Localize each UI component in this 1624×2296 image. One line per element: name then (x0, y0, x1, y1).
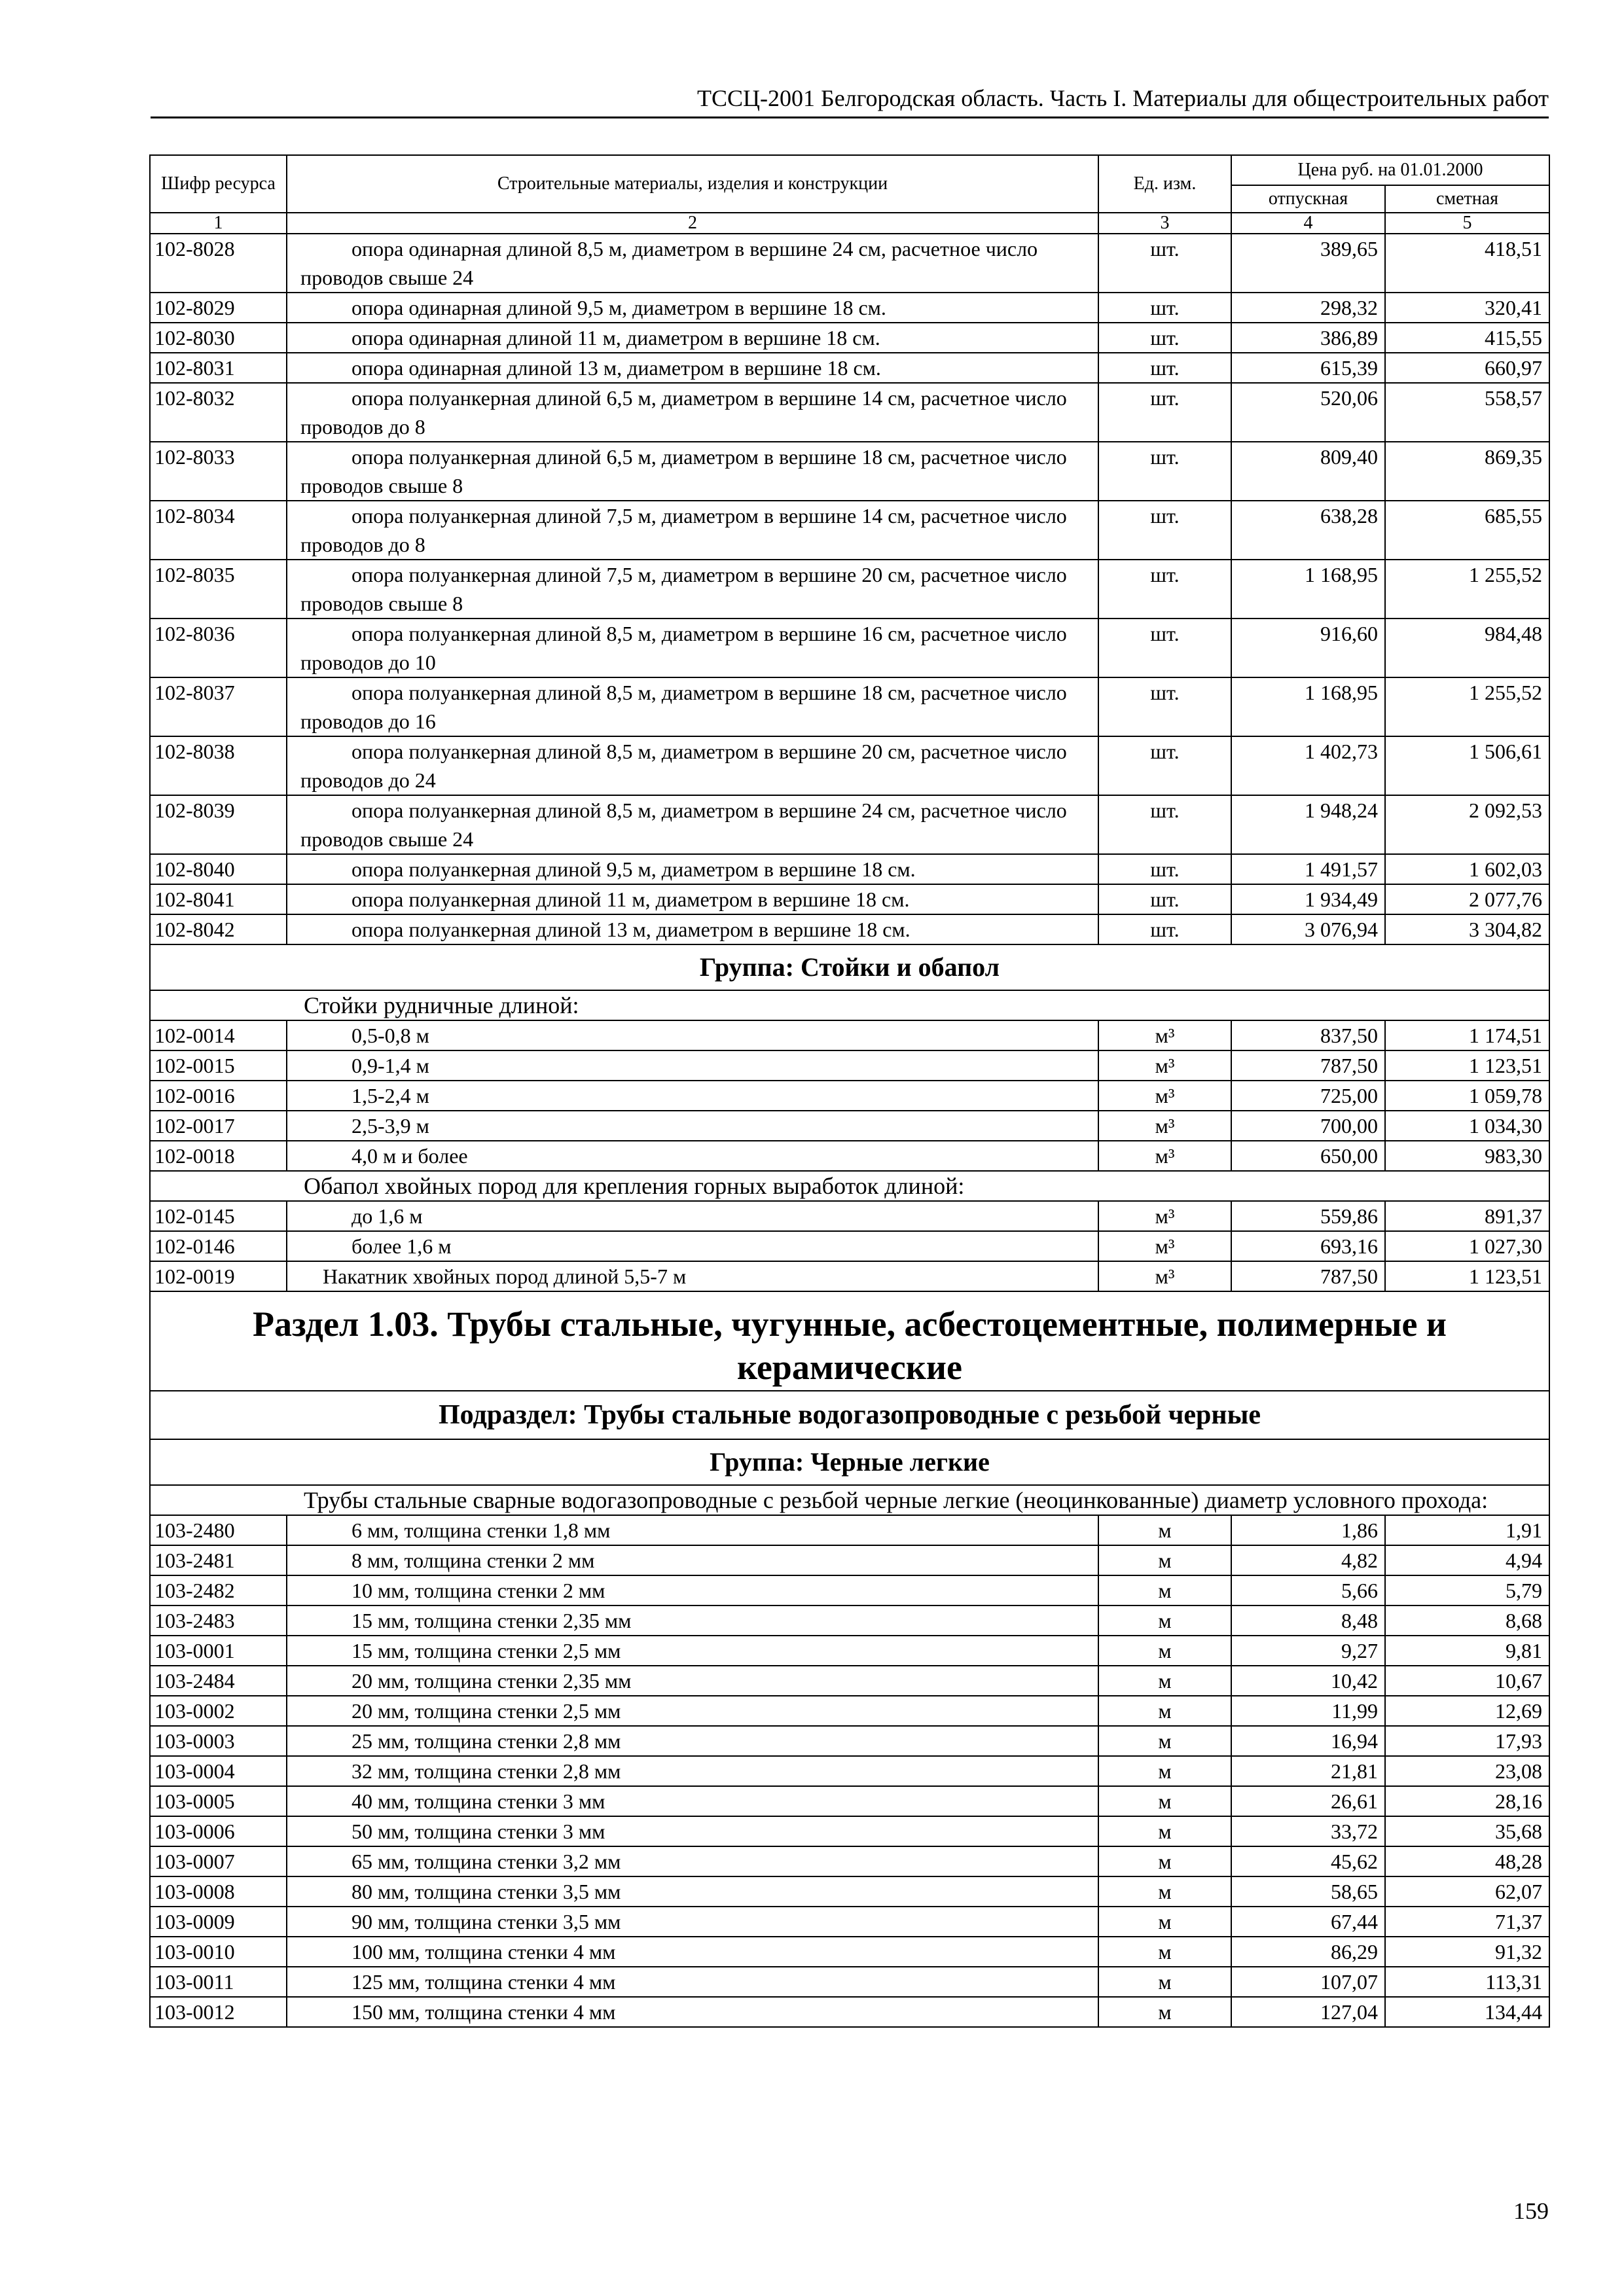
table-row (150, 1020, 1549, 1050)
release-price: 67,44 (1231, 1907, 1385, 1937)
estimate-price: 1 027,30 (1385, 1231, 1549, 1261)
release-price: 650,00 (1231, 1141, 1385, 1171)
resource-code: 102-8037 (150, 677, 287, 736)
group-heading-row (150, 944, 1549, 990)
material-name: опора полуанкерная длиной 7,5 м, диаметром в вершине 14 см, расчетное число проводов до 8 (287, 501, 1098, 560)
unit-of-measure: м (1098, 1816, 1231, 1846)
column-number: 2 (287, 213, 1098, 234)
estimate-price: 71,37 (1385, 1907, 1549, 1937)
table-row (150, 442, 1549, 501)
release-price: 916,60 (1231, 619, 1385, 677)
estimate-price: 62,07 (1385, 1876, 1549, 1907)
material-name: опора одинарная длиной 9,5 м, диаметром в вершине 18 см. (287, 293, 1098, 323)
estimate-price: 134,44 (1385, 1997, 1549, 2027)
release-price: 16,94 (1231, 1726, 1385, 1756)
material-name: опора полуанкерная длиной 9,5 м, диаметром в вершине 18 см. (287, 854, 1098, 884)
unit-of-measure: м (1098, 1726, 1231, 1756)
unit-of-measure: шт. (1098, 560, 1231, 619)
estimate-price: 1 123,51 (1385, 1050, 1549, 1081)
group-heading: Группа: Черные легкие (150, 1439, 1549, 1485)
resource-code: 103-0003 (150, 1726, 287, 1756)
material-name: опора одинарная длиной 11 м, диаметром в вершине 18 см. (287, 323, 1098, 353)
estimate-price: 9,81 (1385, 1636, 1549, 1666)
material-name: 20 мм, толщина стенки 2,5 мм (287, 1696, 1098, 1726)
table-row (150, 1756, 1549, 1786)
table-row (150, 1111, 1549, 1141)
material-name: опора полуанкерная длиной 8,5 м, диаметром в вершине 16 см, расчетное число проводов до 10 (287, 619, 1098, 677)
table-row (150, 501, 1549, 560)
release-price: 700,00 (1231, 1111, 1385, 1141)
table-row (150, 1141, 1549, 1171)
material-name: 0,9-1,4 м (287, 1050, 1098, 1081)
estimate-price: 1 059,78 (1385, 1081, 1549, 1111)
table-row (150, 1786, 1549, 1816)
material-name: 20 мм, толщина стенки 2,35 мм (287, 1666, 1098, 1696)
unit-of-measure: шт. (1098, 501, 1231, 560)
unit-of-measure: м (1098, 1515, 1231, 1545)
table-row (150, 1907, 1549, 1937)
table-row (150, 1515, 1549, 1545)
unit-of-measure: шт. (1098, 854, 1231, 884)
resource-code: 103-0002 (150, 1696, 287, 1726)
table-row (150, 1816, 1549, 1846)
material-name: 8 мм, толщина стенки 2 мм (287, 1545, 1098, 1575)
material-name: более 1,6 м (287, 1231, 1098, 1261)
header-unit: Ед. изм. (1098, 155, 1231, 213)
release-price: 10,42 (1231, 1666, 1385, 1696)
unit-of-measure: м (1098, 1666, 1231, 1696)
table-row (150, 677, 1549, 736)
estimate-price: 113,31 (1385, 1967, 1549, 1997)
header-code: Шифр ресурса (150, 155, 287, 213)
group-heading: Группа: Стойки и обапол (150, 944, 1549, 990)
estimate-price: 1 255,52 (1385, 560, 1549, 619)
group-heading-row (150, 1439, 1549, 1485)
table-row (150, 1666, 1549, 1696)
estimate-price: 1 123,51 (1385, 1261, 1549, 1291)
material-name: опора одинарная длиной 8,5 м, диаметром в вершине 24 см, расчетное число проводов свыше 24 (287, 234, 1098, 293)
table-row (150, 795, 1549, 854)
unit-of-measure: шт. (1098, 353, 1231, 383)
unit-of-measure: м³ (1098, 1231, 1231, 1261)
unit-of-measure: м (1098, 1997, 1231, 2027)
estimate-price: 28,16 (1385, 1786, 1549, 1816)
material-name: опора полуанкерная длиной 6,5 м, диаметром в вершине 18 см, расчетное число проводов свыше 8 (287, 442, 1098, 501)
estimate-price: 685,55 (1385, 501, 1549, 560)
release-price: 693,16 (1231, 1231, 1385, 1261)
release-price: 559,86 (1231, 1201, 1385, 1231)
release-price: 386,89 (1231, 323, 1385, 353)
table-header-row (150, 155, 1549, 185)
material-name: 15 мм, толщина стенки 2,5 мм (287, 1636, 1098, 1666)
material-name: 0,5-0,8 м (287, 1020, 1098, 1050)
estimate-price: 35,68 (1385, 1816, 1549, 1846)
estimate-price: 558,57 (1385, 383, 1549, 442)
table-row (150, 1050, 1549, 1081)
estimate-price: 1 602,03 (1385, 854, 1549, 884)
release-price: 1 402,73 (1231, 736, 1385, 795)
header-estimate-price: сметная (1385, 185, 1549, 213)
unit-of-measure: м³ (1098, 1141, 1231, 1171)
material-name: 40 мм, толщина стенки 3 мм (287, 1786, 1098, 1816)
release-price: 809,40 (1231, 442, 1385, 501)
estimate-price: 5,79 (1385, 1575, 1549, 1605)
table-row (150, 736, 1549, 795)
release-price: 520,06 (1231, 383, 1385, 442)
table-row (150, 1696, 1549, 1726)
resource-code: 103-0010 (150, 1937, 287, 1967)
material-name: 10 мм, толщина стенки 2 мм (287, 1575, 1098, 1605)
running-header: ТССЦ-2001 Белгородская область. Часть I. Материалы для общестроительных работ (697, 85, 1549, 111)
table-row (150, 1846, 1549, 1876)
estimate-price: 418,51 (1385, 234, 1549, 293)
resource-code: 102-0017 (150, 1111, 287, 1141)
page-number: 159 (1513, 2198, 1549, 2224)
table-row (150, 383, 1549, 442)
estimate-price: 984,48 (1385, 619, 1549, 677)
unit-of-measure: шт. (1098, 442, 1231, 501)
table-row (150, 1937, 1549, 1967)
unit-of-measure: м (1098, 1756, 1231, 1786)
release-price: 787,50 (1231, 1050, 1385, 1081)
unit-of-measure: шт. (1098, 736, 1231, 795)
estimate-price: 48,28 (1385, 1846, 1549, 1876)
table-row (150, 884, 1549, 914)
resource-code: 103-0006 (150, 1816, 287, 1846)
release-price: 9,27 (1231, 1636, 1385, 1666)
subgroup-label-row (150, 990, 1549, 1020)
estimate-price: 1 034,30 (1385, 1111, 1549, 1141)
material-name: до 1,6 м (287, 1201, 1098, 1231)
release-price: 4,82 (1231, 1545, 1385, 1575)
resource-code: 103-2480 (150, 1515, 287, 1545)
estimate-price: 17,93 (1385, 1726, 1549, 1756)
resource-code: 102-8035 (150, 560, 287, 619)
resource-code: 102-0018 (150, 1141, 287, 1171)
resource-code: 102-8042 (150, 914, 287, 944)
resource-code: 102-0019 (150, 1261, 287, 1291)
material-name: 80 мм, толщина стенки 3,5 мм (287, 1876, 1098, 1907)
resource-code: 102-8041 (150, 884, 287, 914)
table-row (150, 1575, 1549, 1605)
resource-code: 103-2484 (150, 1666, 287, 1696)
table-row (150, 560, 1549, 619)
resource-code: 103-0005 (150, 1786, 287, 1816)
unit-of-measure: шт. (1098, 234, 1231, 293)
unit-of-measure: шт. (1098, 914, 1231, 944)
resource-code: 103-0011 (150, 1967, 287, 1997)
material-name: 1,5-2,4 м (287, 1081, 1098, 1111)
column-number: 5 (1385, 213, 1549, 234)
resource-code: 103-0008 (150, 1876, 287, 1907)
unit-of-measure: м (1098, 1636, 1231, 1666)
material-name: опора полуанкерная длиной 8,5 м, диаметром в вершине 24 см, расчетное число проводов свыше 24 (287, 795, 1098, 854)
release-price: 638,28 (1231, 501, 1385, 560)
table-row (150, 234, 1549, 293)
material-name: 25 мм, толщина стенки 2,8 мм (287, 1726, 1098, 1756)
section-heading-row (150, 1291, 1549, 1391)
unit-of-measure: шт. (1098, 619, 1231, 677)
unit-of-measure: м (1098, 1846, 1231, 1876)
material-name: 90 мм, толщина стенки 3,5 мм (287, 1907, 1098, 1937)
unit-of-measure: м (1098, 1937, 1231, 1967)
resource-code: 102-0014 (150, 1020, 287, 1050)
estimate-price: 320,41 (1385, 293, 1549, 323)
resource-code: 102-8029 (150, 293, 287, 323)
material-name: 6 мм, толщина стенки 1,8 мм (287, 1515, 1098, 1545)
estimate-price: 891,37 (1385, 1201, 1549, 1231)
header-price: Цена руб. на 01.01.2000 (1231, 155, 1549, 185)
table-row (150, 619, 1549, 677)
subgroup-label-row (150, 1171, 1549, 1201)
release-price: 3 076,94 (1231, 914, 1385, 944)
release-price: 298,32 (1231, 293, 1385, 323)
table-row (150, 353, 1549, 383)
estimate-price: 23,08 (1385, 1756, 1549, 1786)
table-row (150, 1081, 1549, 1111)
material-name: опора полуанкерная длиной 7,5 м, диаметром в вершине 20 см, расчетное число проводов свыше 8 (287, 560, 1098, 619)
resource-code: 102-8028 (150, 234, 287, 293)
material-name: опора одинарная длиной 13 м, диаметром в вершине 18 см. (287, 353, 1098, 383)
resource-code: 102-0016 (150, 1081, 287, 1111)
estimate-price: 1 255,52 (1385, 677, 1549, 736)
table-row (150, 854, 1549, 884)
resource-code: 102-0145 (150, 1201, 287, 1231)
estimate-price: 983,30 (1385, 1141, 1549, 1171)
estimate-price: 91,32 (1385, 1937, 1549, 1967)
release-price: 1 168,95 (1231, 677, 1385, 736)
material-name: Накатник хвойных пород длиной 5,5-7 м (287, 1261, 1098, 1291)
resource-code: 103-0007 (150, 1846, 287, 1876)
estimate-price: 415,55 (1385, 323, 1549, 353)
release-price: 58,65 (1231, 1876, 1385, 1907)
release-price: 787,50 (1231, 1261, 1385, 1291)
release-price: 5,66 (1231, 1575, 1385, 1605)
resource-code: 103-2481 (150, 1545, 287, 1575)
unit-of-measure: шт. (1098, 293, 1231, 323)
table-row (150, 1261, 1549, 1291)
estimate-price: 1 174,51 (1385, 1020, 1549, 1050)
estimate-price: 8,68 (1385, 1605, 1549, 1636)
unit-of-measure: м³ (1098, 1111, 1231, 1141)
estimate-price: 12,69 (1385, 1696, 1549, 1726)
release-price: 127,04 (1231, 1997, 1385, 2027)
resource-code: 103-0012 (150, 1997, 287, 2027)
resource-code: 102-8036 (150, 619, 287, 677)
table-row (150, 914, 1549, 944)
material-name: 15 мм, толщина стенки 2,35 мм (287, 1605, 1098, 1636)
release-price: 33,72 (1231, 1816, 1385, 1846)
subsection-heading: Подраздел: Трубы стальные водогазопроводные с резьбой черные (150, 1391, 1549, 1439)
estimate-price: 2 077,76 (1385, 884, 1549, 914)
resource-code: 103-0001 (150, 1636, 287, 1666)
release-price: 86,29 (1231, 1937, 1385, 1967)
release-price: 21,81 (1231, 1756, 1385, 1786)
resource-code: 102-8032 (150, 383, 287, 442)
table-row (150, 1636, 1549, 1666)
estimate-price: 1 506,61 (1385, 736, 1549, 795)
resource-code: 102-0146 (150, 1231, 287, 1261)
unit-of-measure: м (1098, 1575, 1231, 1605)
release-price: 26,61 (1231, 1786, 1385, 1816)
release-price: 45,62 (1231, 1846, 1385, 1876)
unit-of-measure: м³ (1098, 1020, 1231, 1050)
material-name: 50 мм, толщина стенки 3 мм (287, 1816, 1098, 1846)
estimate-price: 4,94 (1385, 1545, 1549, 1575)
resource-code: 103-0009 (150, 1907, 287, 1937)
table-row (150, 1997, 1549, 2027)
resource-code: 103-2482 (150, 1575, 287, 1605)
release-price: 1,86 (1231, 1515, 1385, 1545)
table-row (150, 1967, 1549, 1997)
material-name: 65 мм, толщина стенки 3,2 мм (287, 1846, 1098, 1876)
material-name: 4,0 м и более (287, 1141, 1098, 1171)
unit-of-measure: м³ (1098, 1261, 1231, 1291)
table-row (150, 323, 1549, 353)
header-rule (151, 117, 1549, 118)
unit-of-measure: м (1098, 1696, 1231, 1726)
subgroup-label: Обапол хвойных пород для крепления горных выработок длиной: (150, 1171, 1549, 1201)
estimate-price: 869,35 (1385, 442, 1549, 501)
resource-code: 102-8030 (150, 323, 287, 353)
material-name: опора полуанкерная длиной 6,5 м, диаметром в вершине 14 см, расчетное число проводов до 8 (287, 383, 1098, 442)
header-release-price: отпускная (1231, 185, 1385, 213)
column-number: 4 (1231, 213, 1385, 234)
resource-code: 102-8040 (150, 854, 287, 884)
resource-code: 102-8034 (150, 501, 287, 560)
column-number: 1 (150, 213, 287, 234)
material-name: опора полуанкерная длиной 11 м, диаметром в вершине 18 см. (287, 884, 1098, 914)
header-name: Строительные материалы, изделия и конструкции (287, 155, 1098, 213)
unit-of-measure: шт. (1098, 677, 1231, 736)
resource-code: 102-8038 (150, 736, 287, 795)
release-price: 107,07 (1231, 1967, 1385, 1997)
release-price: 1 934,49 (1231, 884, 1385, 914)
subgroup-label-row (150, 1485, 1549, 1515)
release-price: 615,39 (1231, 353, 1385, 383)
unit-of-measure: м (1098, 1605, 1231, 1636)
price-table (149, 154, 1550, 2028)
subsection-heading-row (150, 1391, 1549, 1439)
resource-code: 103-0004 (150, 1756, 287, 1786)
release-price: 1 168,95 (1231, 560, 1385, 619)
unit-of-measure: шт. (1098, 383, 1231, 442)
release-price: 1 948,24 (1231, 795, 1385, 854)
section-heading: Раздел 1.03. Трубы стальные, чугунные, асбестоцементные, полимерные и керамические (150, 1291, 1549, 1391)
material-name: 125 мм, толщина стенки 4 мм (287, 1967, 1098, 1997)
estimate-price: 2 092,53 (1385, 795, 1549, 854)
table-row (150, 293, 1549, 323)
release-price: 11,99 (1231, 1696, 1385, 1726)
table-row (150, 1605, 1549, 1636)
column-number: 3 (1098, 213, 1231, 234)
material-name: опора полуанкерная длиной 8,5 м, диаметром в вершине 20 см, расчетное число проводов до 24 (287, 736, 1098, 795)
material-name: опора полуанкерная длиной 8,5 м, диаметром в вершине 18 см, расчетное число проводов до 16 (287, 677, 1098, 736)
unit-of-measure: м (1098, 1786, 1231, 1816)
table-row (150, 1201, 1549, 1231)
resource-code: 102-8033 (150, 442, 287, 501)
subgroup-label: Трубы стальные сварные водогазопроводные с резьбой черные легкие (неоцинкованные) диаметр условного прохода: (150, 1485, 1549, 1515)
subgroup-label: Стойки рудничные длиной: (150, 990, 1549, 1020)
table-row (150, 1545, 1549, 1575)
release-price: 1 491,57 (1231, 854, 1385, 884)
unit-of-measure: м³ (1098, 1201, 1231, 1231)
estimate-price: 10,67 (1385, 1666, 1549, 1696)
material-name: 2,5-3,9 м (287, 1111, 1098, 1141)
unit-of-measure: м (1098, 1876, 1231, 1907)
material-name: опора полуанкерная длиной 13 м, диаметром в вершине 18 см. (287, 914, 1098, 944)
release-price: 837,50 (1231, 1020, 1385, 1050)
table-row (150, 1876, 1549, 1907)
table-row (150, 1726, 1549, 1756)
release-price: 389,65 (1231, 234, 1385, 293)
material-name: 32 мм, толщина стенки 2,8 мм (287, 1756, 1098, 1786)
estimate-price: 660,97 (1385, 353, 1549, 383)
resource-code: 102-0015 (150, 1050, 287, 1081)
unit-of-measure: шт. (1098, 795, 1231, 854)
resource-code: 103-2483 (150, 1605, 287, 1636)
unit-of-measure: м (1098, 1545, 1231, 1575)
material-name: 100 мм, толщина стенки 4 мм (287, 1937, 1098, 1967)
column-number-row (150, 213, 1549, 234)
unit-of-measure: шт. (1098, 884, 1231, 914)
material-name: 150 мм, толщина стенки 4 мм (287, 1997, 1098, 2027)
unit-of-measure: м³ (1098, 1081, 1231, 1111)
unit-of-measure: м (1098, 1967, 1231, 1997)
estimate-price: 3 304,82 (1385, 914, 1549, 944)
resource-code: 102-8031 (150, 353, 287, 383)
release-price: 8,48 (1231, 1605, 1385, 1636)
estimate-price: 1,91 (1385, 1515, 1549, 1545)
unit-of-measure: м³ (1098, 1050, 1231, 1081)
release-price: 725,00 (1231, 1081, 1385, 1111)
unit-of-measure: шт. (1098, 323, 1231, 353)
resource-code: 102-8039 (150, 795, 287, 854)
unit-of-measure: м (1098, 1907, 1231, 1937)
table-row (150, 1231, 1549, 1261)
